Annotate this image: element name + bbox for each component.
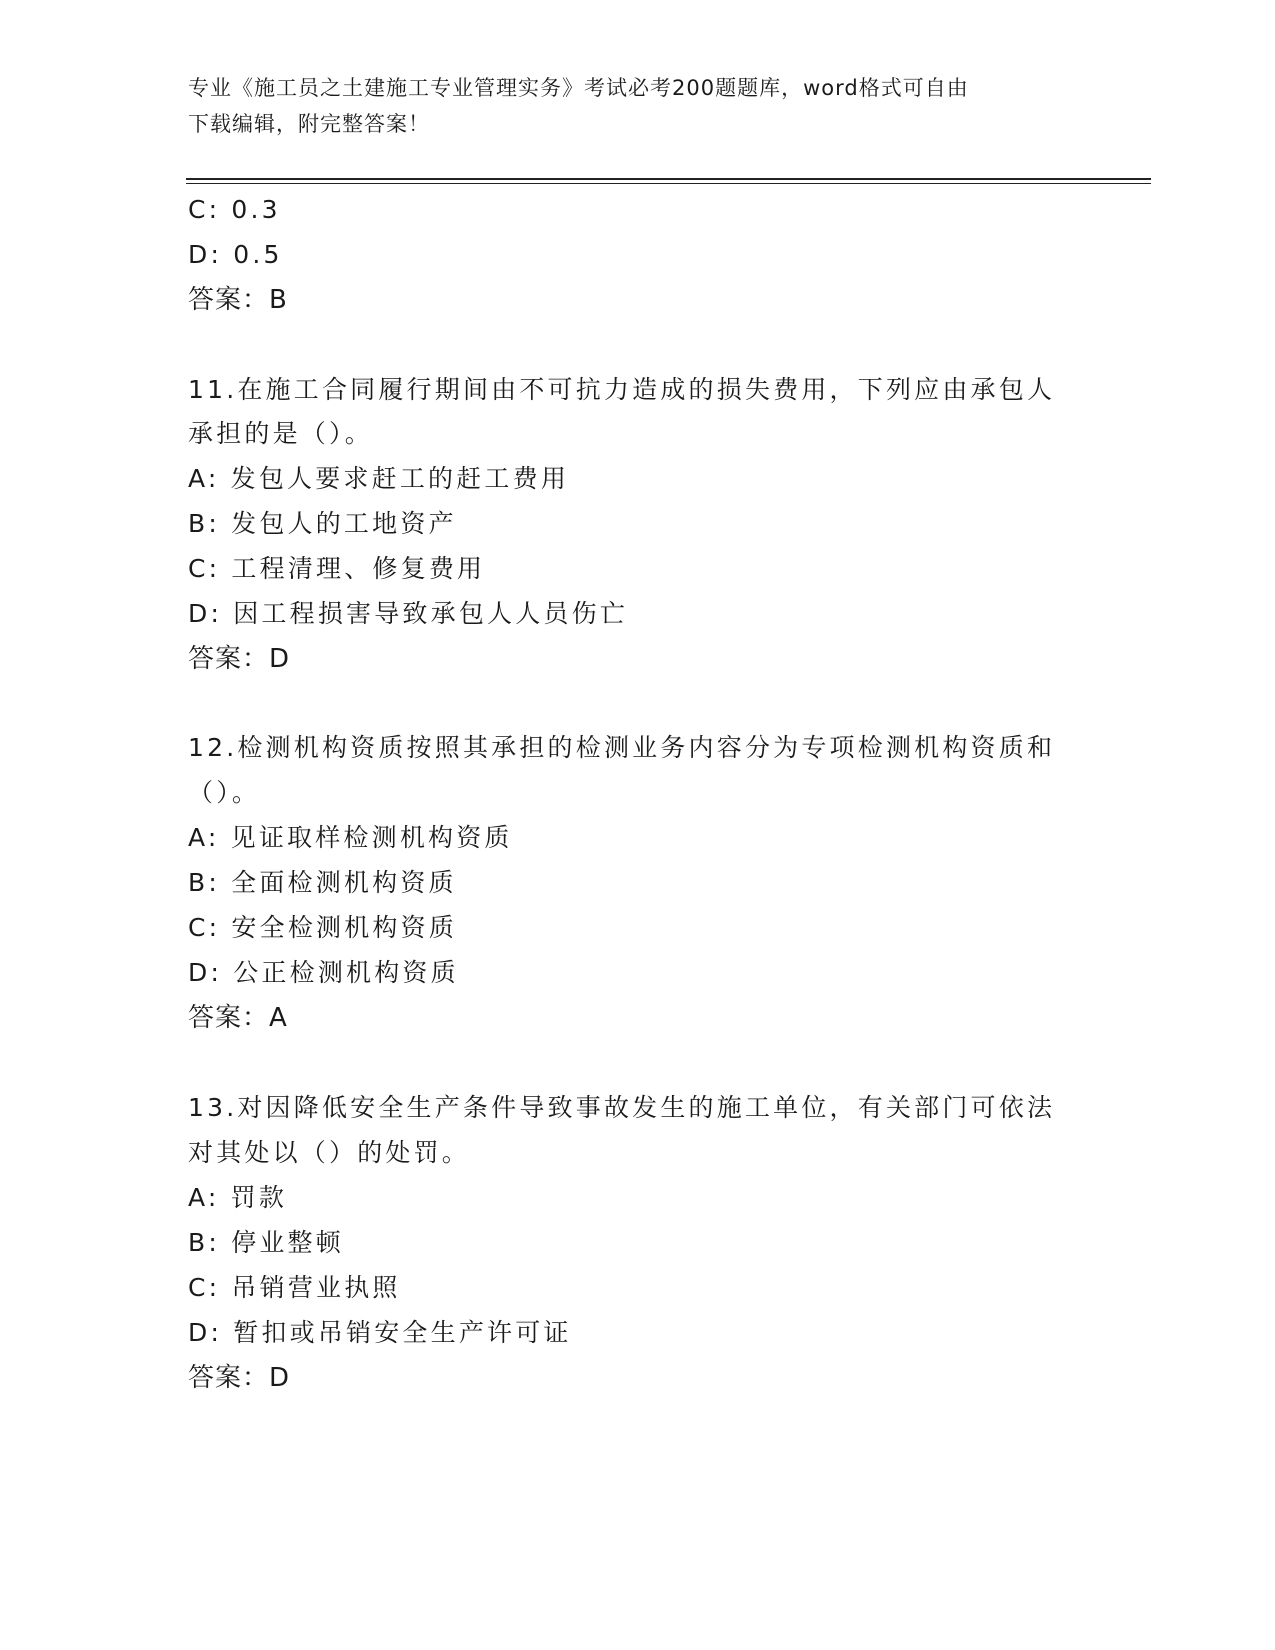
q13-option-a: A: 罚款 bbox=[188, 1183, 288, 1212]
q13-answer: 答案：D bbox=[188, 1363, 291, 1393]
prev-option-c: C: 0.3 bbox=[188, 195, 281, 224]
q12-option-a: A: 见证取样检测机构资质 bbox=[188, 823, 513, 852]
q11-option-d: D: 因工程损害导致承包人人员伤亡 bbox=[188, 599, 629, 628]
header-line-1: 专业《施工员之土建施工专业管理实务》考试必考200题题库，word格式可自由 bbox=[188, 76, 969, 100]
q11-answer: 答案：D bbox=[188, 644, 291, 674]
header-rule-thin bbox=[186, 183, 1151, 184]
q12-stem-line-2: （）。 bbox=[188, 778, 261, 807]
q12-option-c: C: 安全检测机构资质 bbox=[188, 913, 458, 942]
prev-answer: 答案：B bbox=[188, 285, 288, 315]
header-line-2: 下载编辑，附完整答案！ bbox=[188, 112, 430, 136]
q13-option-b: B: 停业整顿 bbox=[188, 1228, 344, 1257]
q13-option-c: C: 吊销营业执照 bbox=[188, 1273, 401, 1302]
q13-stem-line-1: 13.对因降低安全生产条件导致事故发生的施工单位，有关部门可依法 bbox=[188, 1093, 1056, 1122]
q11-stem-line-1: 11.在施工合同履行期间由不可抗力造成的损失费用，下列应由承包人 bbox=[188, 375, 1056, 404]
q12-stem-line-1: 12.检测机构资质按照其承担的检测业务内容分为专项检测机构资质和 bbox=[188, 733, 1056, 762]
header-rule-thick bbox=[186, 178, 1151, 180]
q11-option-b: B: 发包人的工地资产 bbox=[188, 509, 457, 538]
page-header bbox=[188, 70, 1088, 142]
q12-option-b: B: 全面检测机构资质 bbox=[188, 868, 457, 897]
q11-stem-line-2: 承担的是（）。 bbox=[188, 419, 373, 448]
q13-option-d: D: 暂扣或吊销安全生产许可证 bbox=[188, 1318, 572, 1347]
prev-option-d: D: 0.5 bbox=[188, 240, 283, 269]
q11-option-c: C: 工程清理、修复费用 bbox=[188, 554, 486, 583]
q13-stem-line-2: 对其处以（）的处罚。 bbox=[188, 1138, 471, 1167]
q12-option-d: D: 公正检测机构资质 bbox=[188, 958, 459, 987]
q12-answer: 答案：A bbox=[188, 1003, 288, 1033]
q11-option-a: A: 发包人要求赶工的赶工费用 bbox=[188, 464, 570, 493]
